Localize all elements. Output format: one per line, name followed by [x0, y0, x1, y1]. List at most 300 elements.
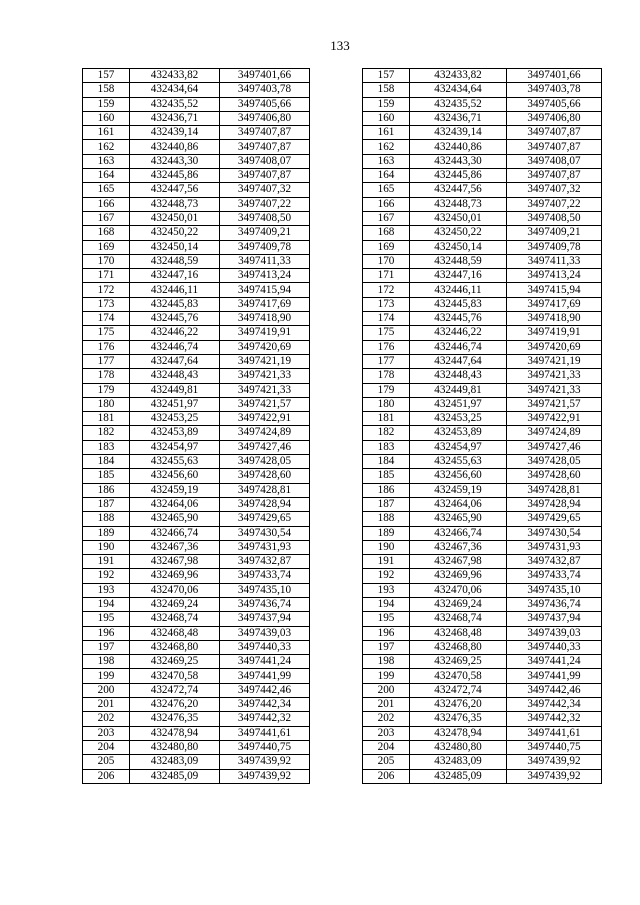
point-number-cell: 180: [363, 397, 410, 411]
x-coordinate-cell: 432445,86: [410, 169, 507, 183]
x-coordinate-cell: 432436,71: [130, 111, 220, 125]
y-coordinate-cell: 3497432,87: [507, 555, 602, 569]
table-row: [83, 312, 602, 326]
y-coordinate-cell: 3497437,94: [220, 612, 310, 626]
y-coordinate-cell: 3497432,87: [220, 555, 310, 569]
y-coordinate-cell: 3497435,10: [220, 583, 310, 597]
point-number-cell: 187: [83, 497, 130, 511]
y-coordinate-cell: 3497421,19: [507, 354, 602, 368]
point-number-cell: 196: [363, 626, 410, 640]
table-row: [83, 397, 602, 411]
x-coordinate-cell: 432443,30: [410, 154, 507, 168]
y-coordinate-cell: 3497427,46: [220, 440, 310, 454]
point-number-cell: 191: [83, 555, 130, 569]
point-number-cell: 174: [83, 312, 130, 326]
y-coordinate-cell: 3497418,90: [220, 312, 310, 326]
point-number-cell: 167: [363, 211, 410, 225]
table-row: [83, 597, 602, 611]
column-gap: [310, 326, 363, 340]
y-coordinate-cell: 3497429,65: [220, 512, 310, 526]
point-number-cell: 158: [83, 83, 130, 97]
y-coordinate-cell: 3497421,33: [507, 383, 602, 397]
x-coordinate-cell: 432478,94: [130, 726, 220, 740]
point-number-cell: 162: [83, 140, 130, 154]
x-coordinate-cell: 432480,80: [130, 740, 220, 754]
column-gap: [310, 669, 363, 683]
table-row: [83, 755, 602, 769]
coordinates-table: [82, 68, 602, 784]
x-coordinate-cell: 432446,22: [130, 326, 220, 340]
y-coordinate-cell: 3497408,50: [220, 211, 310, 225]
x-coordinate-cell: 432468,48: [410, 626, 507, 640]
point-number-cell: 206: [83, 769, 130, 783]
page-number: 133: [330, 38, 350, 53]
column-gap: [310, 140, 363, 154]
x-coordinate-cell: 432447,56: [130, 183, 220, 197]
y-coordinate-cell: 3497428,81: [507, 483, 602, 497]
y-coordinate-cell: 3497411,33: [507, 254, 602, 268]
x-coordinate-cell: 432478,94: [410, 726, 507, 740]
x-coordinate-cell: 432470,06: [410, 583, 507, 597]
point-number-cell: 184: [83, 455, 130, 469]
point-number-cell: 193: [83, 583, 130, 597]
column-gap: [310, 412, 363, 426]
y-coordinate-cell: 3497405,66: [507, 97, 602, 111]
table-row: [83, 655, 602, 669]
y-coordinate-cell: 3497419,91: [220, 326, 310, 340]
point-number-cell: 158: [363, 83, 410, 97]
y-coordinate-cell: 3497405,66: [220, 97, 310, 111]
x-coordinate-cell: 432453,89: [410, 426, 507, 440]
point-number-cell: 179: [83, 383, 130, 397]
table-row: [83, 483, 602, 497]
y-coordinate-cell: 3497428,05: [220, 455, 310, 469]
point-number-cell: 206: [363, 769, 410, 783]
y-coordinate-cell: 3497430,54: [220, 526, 310, 540]
y-coordinate-cell: 3497409,78: [220, 240, 310, 254]
x-coordinate-cell: 432439,14: [130, 126, 220, 140]
x-coordinate-cell: 432480,80: [410, 740, 507, 754]
x-coordinate-cell: 432467,98: [130, 555, 220, 569]
table-row: [83, 569, 602, 583]
table-row: [83, 111, 602, 125]
x-coordinate-cell: 432453,25: [130, 412, 220, 426]
x-coordinate-cell: 432466,74: [130, 526, 220, 540]
point-number-cell: 192: [83, 569, 130, 583]
table-row: [83, 769, 602, 783]
x-coordinate-cell: 432440,86: [130, 140, 220, 154]
coordinates-table-body: [83, 69, 602, 784]
point-number-cell: 164: [83, 169, 130, 183]
column-gap: [310, 540, 363, 554]
x-coordinate-cell: 432450,14: [130, 240, 220, 254]
table-row: [83, 340, 602, 354]
column-gap: [310, 597, 363, 611]
column-gap: [310, 712, 363, 726]
point-number-cell: 167: [83, 211, 130, 225]
point-number-cell: 177: [83, 354, 130, 368]
point-number-cell: 204: [83, 740, 130, 754]
y-coordinate-cell: 3497407,87: [220, 169, 310, 183]
x-coordinate-cell: 432464,06: [130, 497, 220, 511]
y-coordinate-cell: 3497421,33: [220, 383, 310, 397]
table-row: [83, 669, 602, 683]
table-row: [83, 626, 602, 640]
point-number-cell: 190: [363, 540, 410, 554]
table-row: [83, 126, 602, 140]
y-coordinate-cell: 3497442,46: [220, 683, 310, 697]
y-coordinate-cell: 3497440,75: [220, 740, 310, 754]
x-coordinate-cell: 432453,89: [130, 426, 220, 440]
y-coordinate-cell: 3497409,21: [220, 226, 310, 240]
x-coordinate-cell: 432450,22: [410, 226, 507, 240]
y-coordinate-cell: 3497428,94: [507, 497, 602, 511]
x-coordinate-cell: 432468,80: [130, 640, 220, 654]
y-coordinate-cell: 3497407,22: [507, 197, 602, 211]
x-coordinate-cell: 432453,25: [410, 412, 507, 426]
column-gap: [310, 254, 363, 268]
x-coordinate-cell: 432440,86: [410, 140, 507, 154]
column-gap: [310, 655, 363, 669]
column-gap: [310, 640, 363, 654]
y-coordinate-cell: 3497409,21: [507, 226, 602, 240]
x-coordinate-cell: 432450,01: [130, 211, 220, 225]
column-gap: [310, 83, 363, 97]
y-coordinate-cell: 3497436,74: [220, 597, 310, 611]
column-gap: [310, 726, 363, 740]
column-gap: [310, 312, 363, 326]
y-coordinate-cell: 3497431,93: [507, 540, 602, 554]
point-number-cell: 181: [363, 412, 410, 426]
column-gap: [310, 698, 363, 712]
y-coordinate-cell: 3497415,94: [220, 283, 310, 297]
column-gap: [310, 612, 363, 626]
table-row: [83, 740, 602, 754]
y-coordinate-cell: 3497403,78: [220, 83, 310, 97]
column-gap: [310, 497, 363, 511]
column-gap: [310, 512, 363, 526]
x-coordinate-cell: 432476,20: [130, 698, 220, 712]
point-number-cell: 198: [83, 655, 130, 669]
x-coordinate-cell: 432434,64: [130, 83, 220, 97]
y-coordinate-cell: 3497421,19: [220, 354, 310, 368]
x-coordinate-cell: 432447,56: [410, 183, 507, 197]
table-row: [83, 69, 602, 83]
y-coordinate-cell: 3497407,32: [507, 183, 602, 197]
x-coordinate-cell: 432446,74: [410, 340, 507, 354]
x-coordinate-cell: 432445,76: [130, 312, 220, 326]
x-coordinate-cell: 432450,14: [410, 240, 507, 254]
point-number-cell: 171: [83, 269, 130, 283]
x-coordinate-cell: 432445,83: [410, 297, 507, 311]
column-gap: [310, 211, 363, 225]
x-coordinate-cell: 432446,11: [410, 283, 507, 297]
x-coordinate-cell: 432451,97: [130, 397, 220, 411]
point-number-cell: 177: [363, 354, 410, 368]
column-gap: [310, 397, 363, 411]
table-row: [83, 97, 602, 111]
column-gap: [310, 469, 363, 483]
point-number-cell: 203: [83, 726, 130, 740]
point-number-cell: 157: [83, 69, 130, 83]
y-coordinate-cell: 3497422,91: [507, 412, 602, 426]
y-coordinate-cell: 3497436,74: [507, 597, 602, 611]
table-row: [83, 726, 602, 740]
table-row: [83, 326, 602, 340]
column-gap: [310, 69, 363, 83]
x-coordinate-cell: 432468,80: [410, 640, 507, 654]
y-coordinate-cell: 3497417,69: [507, 297, 602, 311]
point-number-cell: 199: [83, 669, 130, 683]
x-coordinate-cell: 432447,64: [410, 354, 507, 368]
column-gap: [310, 297, 363, 311]
x-coordinate-cell: 432451,97: [410, 397, 507, 411]
y-coordinate-cell: 3497431,93: [220, 540, 310, 554]
x-coordinate-cell: 432447,64: [130, 354, 220, 368]
point-number-cell: 202: [363, 712, 410, 726]
y-coordinate-cell: 3497440,75: [507, 740, 602, 754]
x-coordinate-cell: 432483,09: [410, 755, 507, 769]
point-number-cell: 205: [363, 755, 410, 769]
y-coordinate-cell: 3497429,65: [507, 512, 602, 526]
point-number-cell: 201: [83, 698, 130, 712]
column-gap: [310, 769, 363, 783]
point-number-cell: 182: [363, 426, 410, 440]
point-number-cell: 170: [363, 254, 410, 268]
point-number-cell: 168: [83, 226, 130, 240]
table-row: [83, 640, 602, 654]
y-coordinate-cell: 3497407,87: [507, 169, 602, 183]
y-coordinate-cell: 3497439,92: [220, 755, 310, 769]
y-coordinate-cell: 3497407,87: [220, 126, 310, 140]
table-row: [83, 211, 602, 225]
column-gap: [310, 683, 363, 697]
point-number-cell: 188: [363, 512, 410, 526]
point-number-cell: 163: [83, 154, 130, 168]
y-coordinate-cell: 3497439,92: [220, 769, 310, 783]
table-row: [83, 412, 602, 426]
table-row: [83, 440, 602, 454]
y-coordinate-cell: 3497420,69: [507, 340, 602, 354]
point-number-cell: 168: [363, 226, 410, 240]
point-number-cell: 175: [363, 326, 410, 340]
x-coordinate-cell: 432449,81: [130, 383, 220, 397]
table-row: [83, 183, 602, 197]
y-coordinate-cell: 3497413,24: [220, 269, 310, 283]
table-row: [83, 240, 602, 254]
y-coordinate-cell: 3497435,10: [507, 583, 602, 597]
x-coordinate-cell: 432466,74: [410, 526, 507, 540]
point-number-cell: 176: [363, 340, 410, 354]
point-number-cell: 169: [363, 240, 410, 254]
y-coordinate-cell: 3497442,32: [220, 712, 310, 726]
point-number-cell: 162: [363, 140, 410, 154]
point-number-cell: 191: [363, 555, 410, 569]
x-coordinate-cell: 432439,14: [410, 126, 507, 140]
y-coordinate-cell: 3497417,69: [220, 297, 310, 311]
point-number-cell: 166: [83, 197, 130, 211]
point-number-cell: 194: [83, 597, 130, 611]
y-coordinate-cell: 3497421,33: [507, 369, 602, 383]
y-coordinate-cell: 3497420,69: [220, 340, 310, 354]
table-row: [83, 426, 602, 440]
y-coordinate-cell: 3497403,78: [507, 83, 602, 97]
table-row: [83, 83, 602, 97]
table-row: [83, 555, 602, 569]
table-row: [83, 154, 602, 168]
point-number-cell: 196: [83, 626, 130, 640]
y-coordinate-cell: 3497418,90: [507, 312, 602, 326]
x-coordinate-cell: 432470,58: [410, 669, 507, 683]
point-number-cell: 181: [83, 412, 130, 426]
x-coordinate-cell: 432435,52: [410, 97, 507, 111]
point-number-cell: 183: [363, 440, 410, 454]
table-row: [83, 297, 602, 311]
point-number-cell: 160: [83, 111, 130, 125]
table-row: [83, 140, 602, 154]
point-number-cell: 159: [83, 97, 130, 111]
point-number-cell: 160: [363, 111, 410, 125]
point-number-cell: 205: [83, 755, 130, 769]
x-coordinate-cell: 432469,24: [130, 597, 220, 611]
x-coordinate-cell: 432469,96: [130, 569, 220, 583]
table-row: [83, 254, 602, 268]
column-gap: [310, 583, 363, 597]
x-coordinate-cell: 432445,76: [410, 312, 507, 326]
x-coordinate-cell: 432468,48: [130, 626, 220, 640]
x-coordinate-cell: 432464,06: [410, 497, 507, 511]
point-number-cell: 193: [363, 583, 410, 597]
point-number-cell: 194: [363, 597, 410, 611]
table-row: [83, 698, 602, 712]
x-coordinate-cell: 432455,63: [410, 455, 507, 469]
point-number-cell: 174: [363, 312, 410, 326]
x-coordinate-cell: 432465,90: [130, 512, 220, 526]
point-number-cell: 165: [363, 183, 410, 197]
point-number-cell: 173: [363, 297, 410, 311]
table-row: [83, 369, 602, 383]
column-gap: [310, 154, 363, 168]
y-coordinate-cell: 3497424,89: [220, 426, 310, 440]
x-coordinate-cell: 432435,52: [130, 97, 220, 111]
table-row: [83, 169, 602, 183]
y-coordinate-cell: 3497441,61: [507, 726, 602, 740]
table-row: [83, 712, 602, 726]
point-number-cell: 202: [83, 712, 130, 726]
table-row: [83, 269, 602, 283]
point-number-cell: 165: [83, 183, 130, 197]
x-coordinate-cell: 432485,09: [130, 769, 220, 783]
point-number-cell: 195: [363, 612, 410, 626]
x-coordinate-cell: 432454,97: [410, 440, 507, 454]
x-coordinate-cell: 432476,35: [130, 712, 220, 726]
column-gap: [310, 455, 363, 469]
point-number-cell: 164: [363, 169, 410, 183]
table-row: [83, 383, 602, 397]
x-coordinate-cell: 432468,74: [130, 612, 220, 626]
y-coordinate-cell: 3497407,22: [220, 197, 310, 211]
point-number-cell: 186: [363, 483, 410, 497]
point-number-cell: 171: [363, 269, 410, 283]
column-gap: [310, 483, 363, 497]
column-gap: [310, 269, 363, 283]
x-coordinate-cell: 432459,19: [410, 483, 507, 497]
point-number-cell: 180: [83, 397, 130, 411]
y-coordinate-cell: 3497413,24: [507, 269, 602, 283]
x-coordinate-cell: 432433,82: [130, 69, 220, 83]
point-number-cell: 172: [83, 283, 130, 297]
x-coordinate-cell: 432454,97: [130, 440, 220, 454]
table-row: [83, 354, 602, 368]
point-number-cell: 204: [363, 740, 410, 754]
y-coordinate-cell: 3497419,91: [507, 326, 602, 340]
point-number-cell: 189: [363, 526, 410, 540]
point-number-cell: 190: [83, 540, 130, 554]
column-gap: [310, 354, 363, 368]
y-coordinate-cell: 3497406,80: [507, 111, 602, 125]
point-number-cell: 161: [83, 126, 130, 140]
point-number-cell: 203: [363, 726, 410, 740]
x-coordinate-cell: 432436,71: [410, 111, 507, 125]
table-row: [83, 583, 602, 597]
y-coordinate-cell: 3497407,87: [507, 140, 602, 154]
y-coordinate-cell: 3497408,07: [507, 154, 602, 168]
x-coordinate-cell: 432469,96: [410, 569, 507, 583]
x-coordinate-cell: 432434,64: [410, 83, 507, 97]
y-coordinate-cell: 3497442,46: [507, 683, 602, 697]
point-number-cell: 169: [83, 240, 130, 254]
x-coordinate-cell: 432456,60: [410, 469, 507, 483]
point-number-cell: 200: [83, 683, 130, 697]
y-coordinate-cell: 3497408,07: [220, 154, 310, 168]
point-number-cell: 188: [83, 512, 130, 526]
point-number-cell: 176: [83, 340, 130, 354]
y-coordinate-cell: 3497401,66: [220, 69, 310, 83]
y-coordinate-cell: 3497430,54: [507, 526, 602, 540]
x-coordinate-cell: 432476,35: [410, 712, 507, 726]
point-number-cell: 197: [363, 640, 410, 654]
column-gap: [310, 126, 363, 140]
column-gap: [310, 426, 363, 440]
x-coordinate-cell: 432485,09: [410, 769, 507, 783]
x-coordinate-cell: 432470,58: [130, 669, 220, 683]
y-coordinate-cell: 3497441,24: [220, 655, 310, 669]
table-row: [83, 683, 602, 697]
point-number-cell: 195: [83, 612, 130, 626]
point-number-cell: 199: [363, 669, 410, 683]
x-coordinate-cell: 432445,83: [130, 297, 220, 311]
x-coordinate-cell: 432459,19: [130, 483, 220, 497]
y-coordinate-cell: 3497421,57: [507, 397, 602, 411]
point-number-cell: 170: [83, 254, 130, 268]
x-coordinate-cell: 432470,06: [130, 583, 220, 597]
x-coordinate-cell: 432465,90: [410, 512, 507, 526]
point-number-cell: 178: [83, 369, 130, 383]
x-coordinate-cell: 432445,86: [130, 169, 220, 183]
y-coordinate-cell: 3497424,89: [507, 426, 602, 440]
y-coordinate-cell: 3497401,66: [507, 69, 602, 83]
x-coordinate-cell: 432448,59: [130, 254, 220, 268]
table-row: [83, 512, 602, 526]
column-gap: [310, 240, 363, 254]
column-gap: [310, 383, 363, 397]
y-coordinate-cell: 3497411,33: [220, 254, 310, 268]
table-row: [83, 197, 602, 211]
y-coordinate-cell: 3497421,33: [220, 369, 310, 383]
point-number-cell: 187: [363, 497, 410, 511]
point-number-cell: 179: [363, 383, 410, 397]
point-number-cell: 184: [363, 455, 410, 469]
